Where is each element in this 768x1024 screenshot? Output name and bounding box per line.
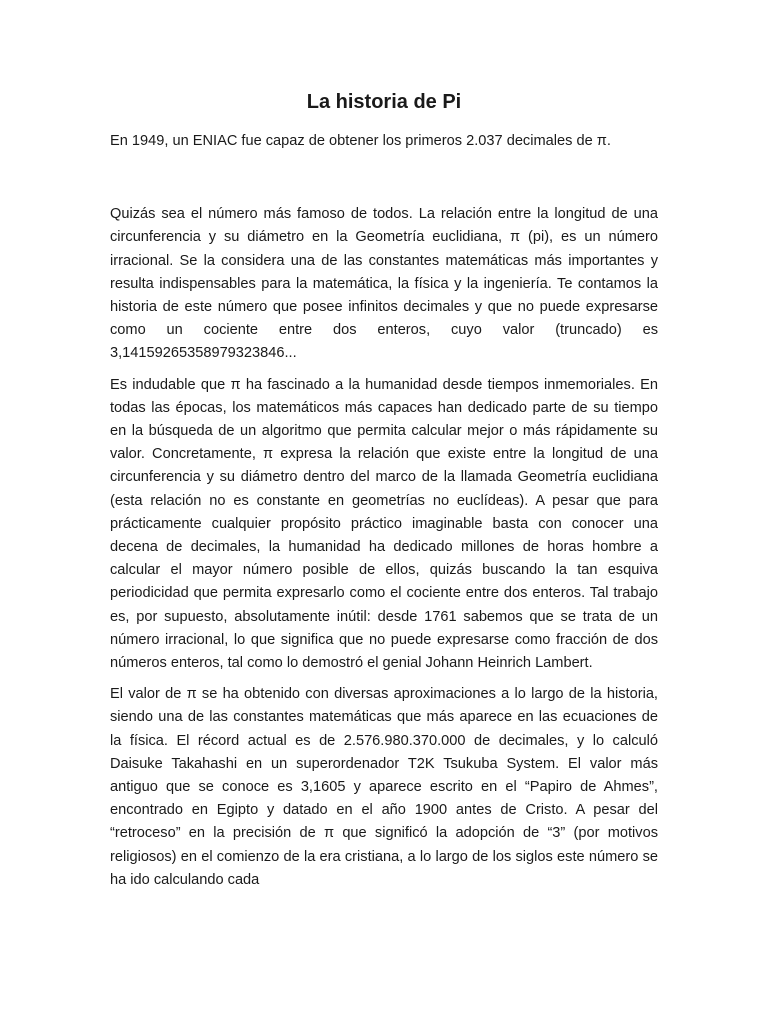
body-paragraph-2: Es indudable que π ha fascinado a la humanidad desde tiempos inmemoriales. En todas las épocas, los matemáticos más capaces han dedicado parte de su tiempo en la búsqueda de un algoritmo que permita calcular mejor o más rápidamente su valor. Concretamente, π expresa la relación que existe entre la longitud de una circunferencia y su diámetro dentro del marco de la llamada Geometría euclidiana (esta relación no es constante en geometrías no euclídeas). A pesar que para prácticamente cualquier propósito práctico imaginable basta con conocer una decena de decimales, la humanidad ha dedicado millones de horas hombre a calcular el mayor número posible de ellos, quizás buscando la tan esquiva periodicidad que permita expresarlo como el cociente entre dos enteros. Tal trabajo es, por supuesto, absolutamente inútil: desde 1761 sabemos que se trata de un número irracional, lo que significa que no puede expresarse como fracción de dos números enteros, tal como lo demostró el genial Johann Heinrich Lambert. bbox=[110, 376, 658, 672]
body-paragraph-3: El valor de π se ha obtenido con diversas aproximaciones a lo largo de la historia, siendo una de las constantes matemáticas que más aparece en las ecuaciones de la física. El récord actual es de 2.576.980.370.000 de decimales, y lo calculó Daisuke Takahashi en un superordenador T2K Tsukuba System. El valor más antiguo que se conoce es 3,1605 y aparece escrito en el “Papiro de Ahmes”, encontrado en Egipto y datado en el año 1900 antes de Cristo. A pesar del “retroceso” en la precisión de π que significó la adopción de “3” (por motivos religiosos) en el comienzo de la era cristiana, a lo largo de los siglos este número se ha ido calculando cada bbox=[110, 686, 658, 888]
document-title: La historia de Pi bbox=[306, 91, 462, 113]
intro-paragraph: En 1949, un ENIAC fue capaz de obtener los primeros 2.037 decimales de π. bbox=[110, 133, 611, 149]
body-paragraph-1: Quizás sea el número más famoso de todos. La relación entre la longitud de una circunferencia y su diámetro en la Geometría euclidiana, π (pi), es un número irracional. Se la considera una de las constantes matemáticas más importantes y resulta indispensables para la matemática, la física y la ingeniería. Te contamos la historia de este número que posee infinitos decimales y que no puede expresarse como un cociente entre dos enteros, cuyo valor (truncado) es 3,1415926535897932384​6... bbox=[110, 206, 658, 362]
document-page bbox=[110, 88, 658, 892]
